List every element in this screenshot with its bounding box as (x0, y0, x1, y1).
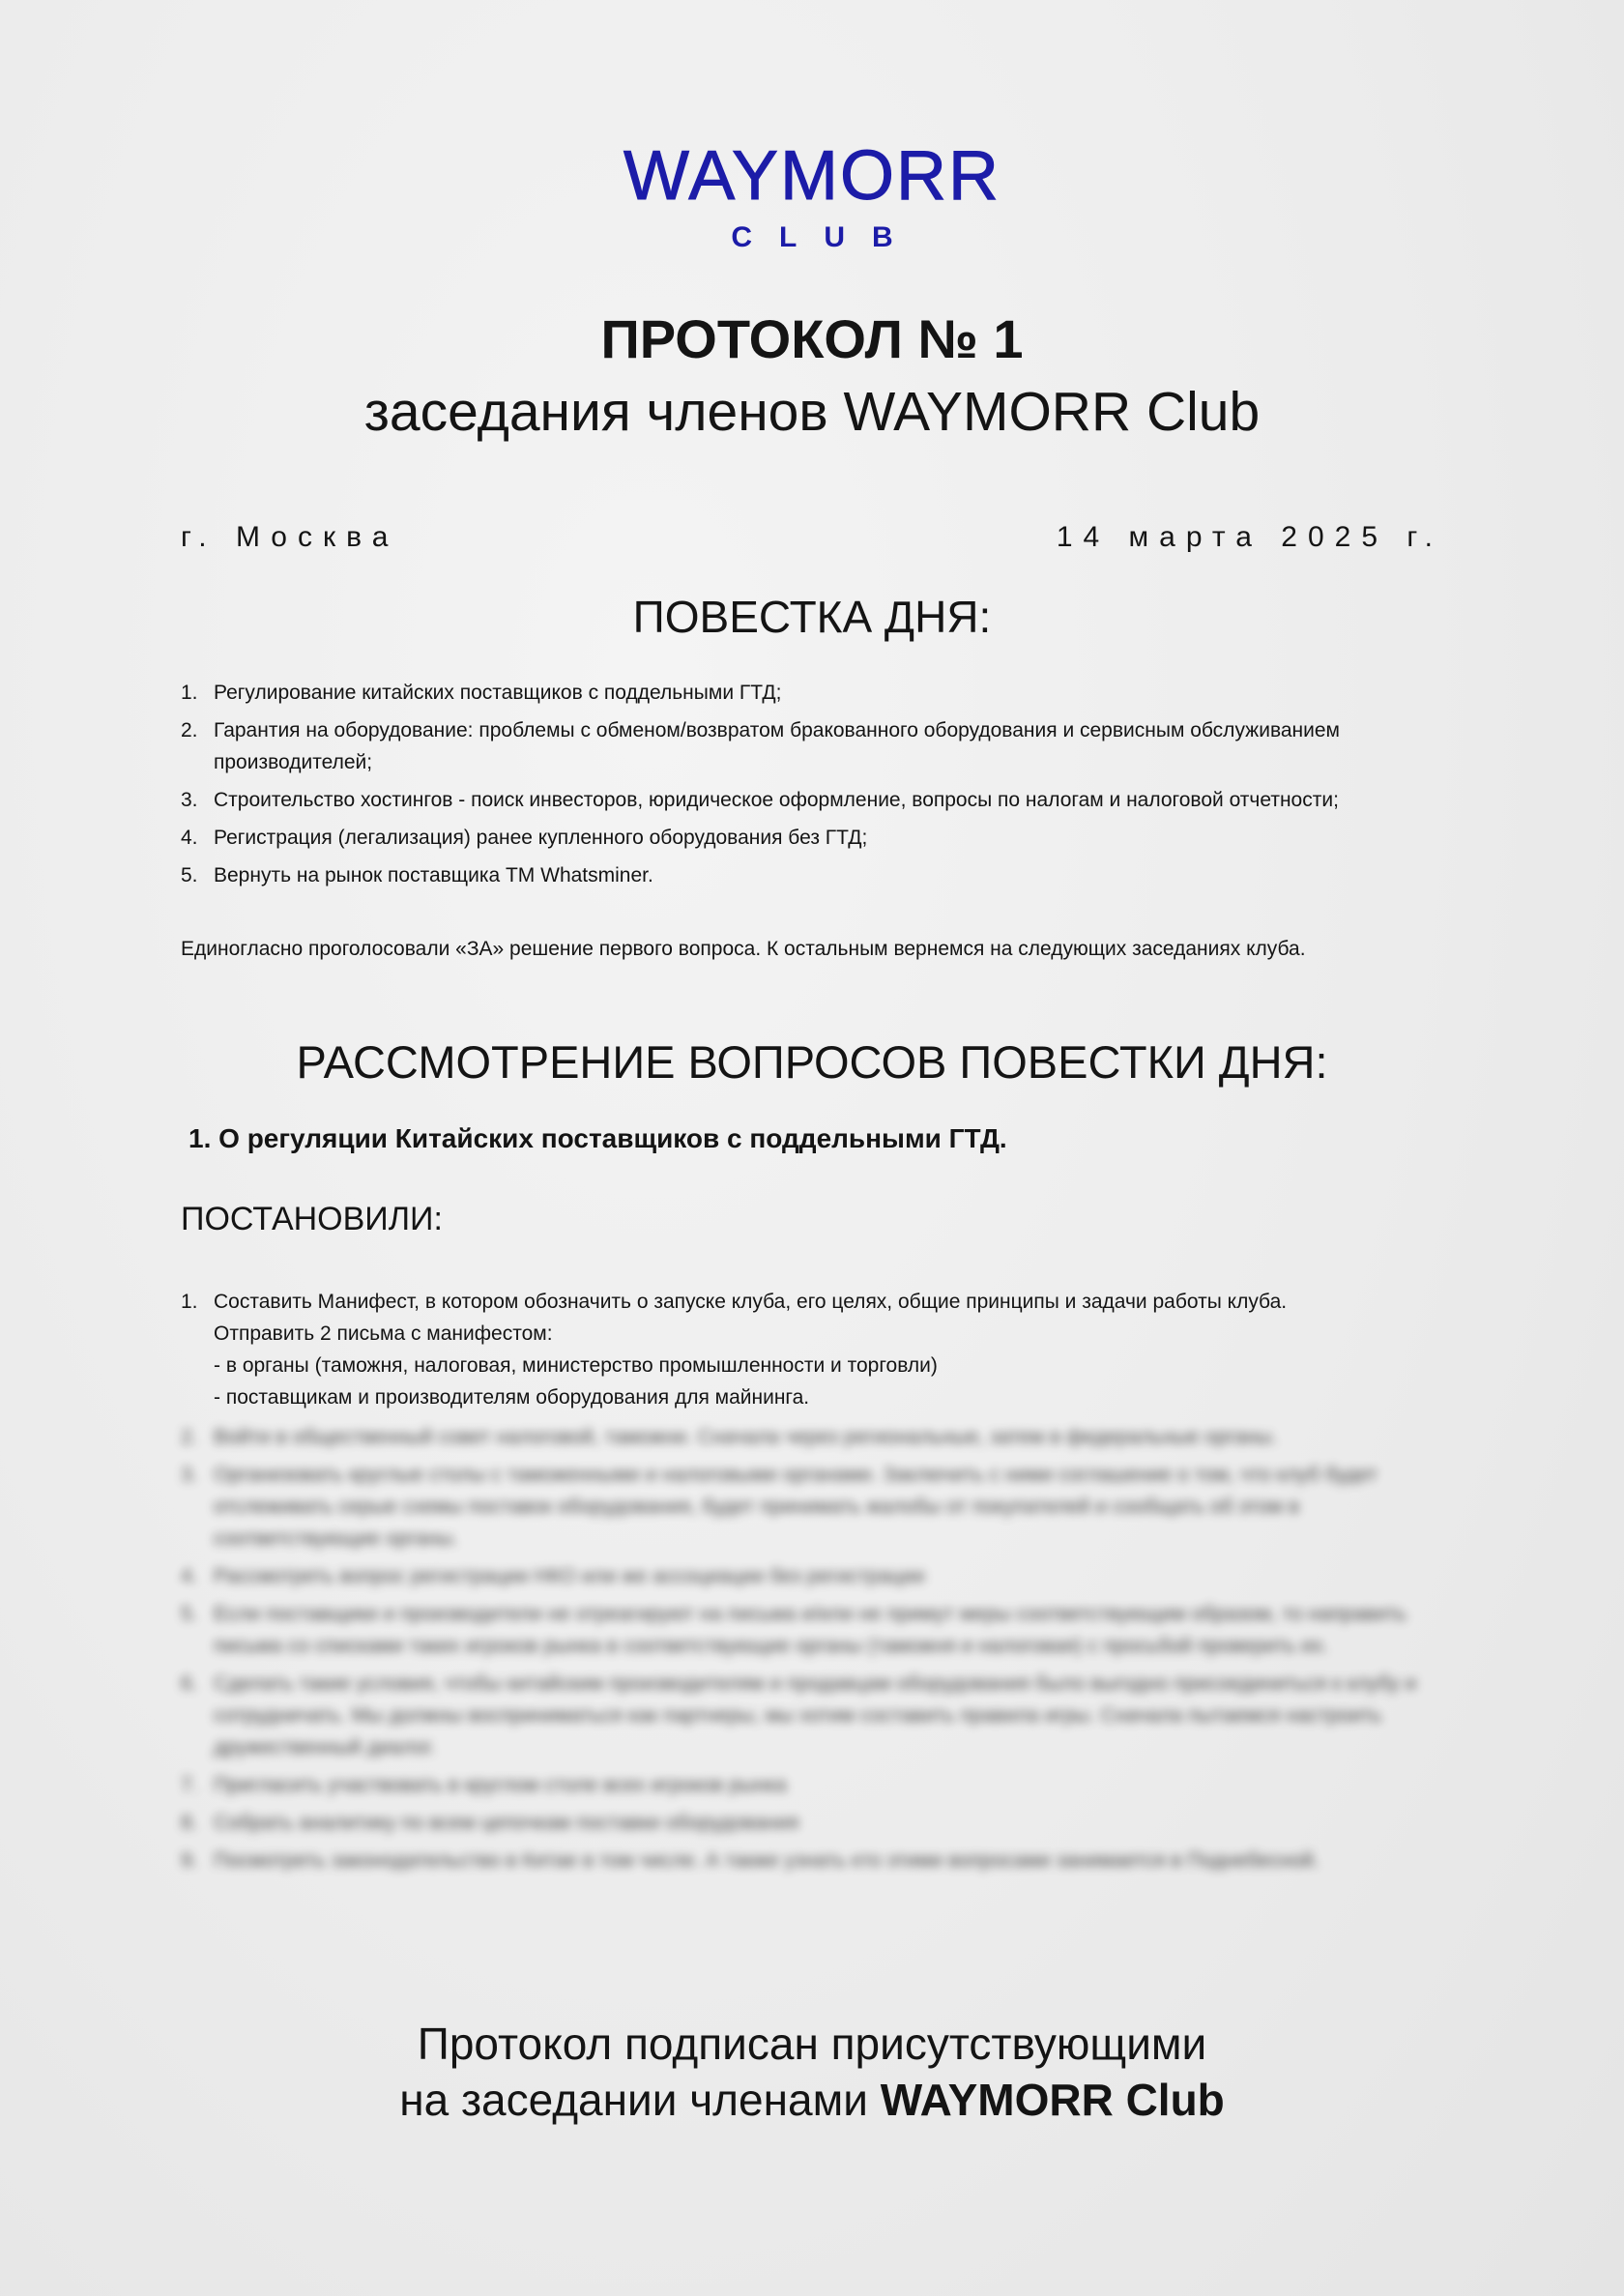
agenda-item: 3. Строительство хостингов - поиск инвесторов, юридическое оформление, вопросы по налогам и налоговой отчетности; (181, 789, 1339, 811)
agenda-list (181, 677, 1457, 897)
agenda-heading: ПОВЕСТКА ДНЯ: (632, 592, 992, 642)
resolved-item: 1. Составить Манифест, в котором обозначить о запуске клуба, его целях, общие принципы и задачи работы клуба. Отправить 2 письма с манифестом: - в органы (таможня, налоговая, министерство промышленности и торговли) - поставщикам и производителям оборудования для майнинга. (181, 1291, 1288, 1409)
signature-note (0, 2016, 1624, 2128)
blurred-item: 4. Рассмотреть вопрос регистрации НКО или же ассоциации без регистрации (181, 1565, 925, 1587)
agenda-item: 1. Регулирование китайских поставщиков с поддельными ГТД; (181, 682, 782, 704)
review-heading: РАССМОТРЕНИЕ ВОПРОСОВ ПОВЕСТКИ ДНЯ: (296, 1036, 1328, 1088)
club-name-bold: WAYMORR Club (880, 2075, 1225, 2125)
agenda-item: 4. Регистрация (легализация) ранее купленного оборудования без ГТД; (181, 827, 868, 849)
document-subtitle: заседания членов WAYMORR Club (363, 381, 1261, 443)
logo-wordmark: WAYMORR (624, 137, 1000, 215)
signature-line-1: Протокол подписан присутствующими (417, 2019, 1207, 2069)
agenda-item: 2. Гарантия на оборудование: проблемы с обменом/возвратом бракованного оборудования и сервисным обслуживанием производителей; (181, 719, 1340, 773)
blurred-item: 5. Если поставщики и производители не отреагируют на письма и/или не примут меры соответствующим образом, то направить письма со списками таких игроков рынка в соответствующие органы (таможня и налоговая) с просьбой проверить их. (181, 1603, 1406, 1657)
blurred-item: 2. Войти в общественный совет налоговой, таможни. Сначала через региональные, затем в федеральные органы. (181, 1426, 1278, 1448)
meeting-date: 14 марта 2025 г. (1056, 521, 1443, 553)
question-heading: 1. О регуляции Китайских поставщиков с поддельными ГТД. (188, 1123, 1007, 1153)
logo-subtitle: CLUB (731, 221, 920, 253)
resolved-list (181, 1286, 1457, 1413)
document-title: ПРОТОКОЛ № 1 (600, 308, 1024, 369)
resolved-heading: ПОСТАНОВИЛИ: (181, 1201, 443, 1237)
blurred-resolved-list (181, 1421, 1457, 1882)
blurred-item: 9. Посмотреть законодательство в Китае в том числе. А также узнать кто этими вопросами занимается в Поднебесной. (181, 1849, 1320, 1872)
blurred-item: 8. Собрать аналитику по всем цепочкам поставки оборудования (181, 1812, 799, 1834)
blurred-item: 7. Пригласить участвовать в круглом столе всех игроков рынка (181, 1774, 787, 1796)
agenda-item: 5. Вернуть на рынок поставщика ТМ Whatsminer. (181, 864, 653, 886)
meeting-city: г. Москва (181, 521, 399, 553)
vote-note: Единогласно проголосовали «ЗА» решение первого вопроса. К остальным вернемся на следующих заседаниях клуба. (181, 938, 1306, 960)
club-logo (0, 137, 1624, 255)
blurred-item: 3. Организовать круглые столы с таможенными и налоговыми органами. Заключить с ними соглашение о том, что клуб будет отслеживать серые схемы поставок оборудования, будет принимать жалобы от покупателей и сообщать об этом в соответствующие органы. (181, 1464, 1378, 1550)
blurred-item: 6. Сделать такие условия, чтобы китайским производителям и продавцам оборудования было выгодно присоединиться к клубу и сотрудничать. Мы должны восприниматься как партнеры, мы хотим составить правила игры. Сначала пытаемся настроить дружественный диалог. (181, 1672, 1417, 1758)
signature-line-2: на заседании членами WAYMORR Club (399, 2075, 1225, 2125)
